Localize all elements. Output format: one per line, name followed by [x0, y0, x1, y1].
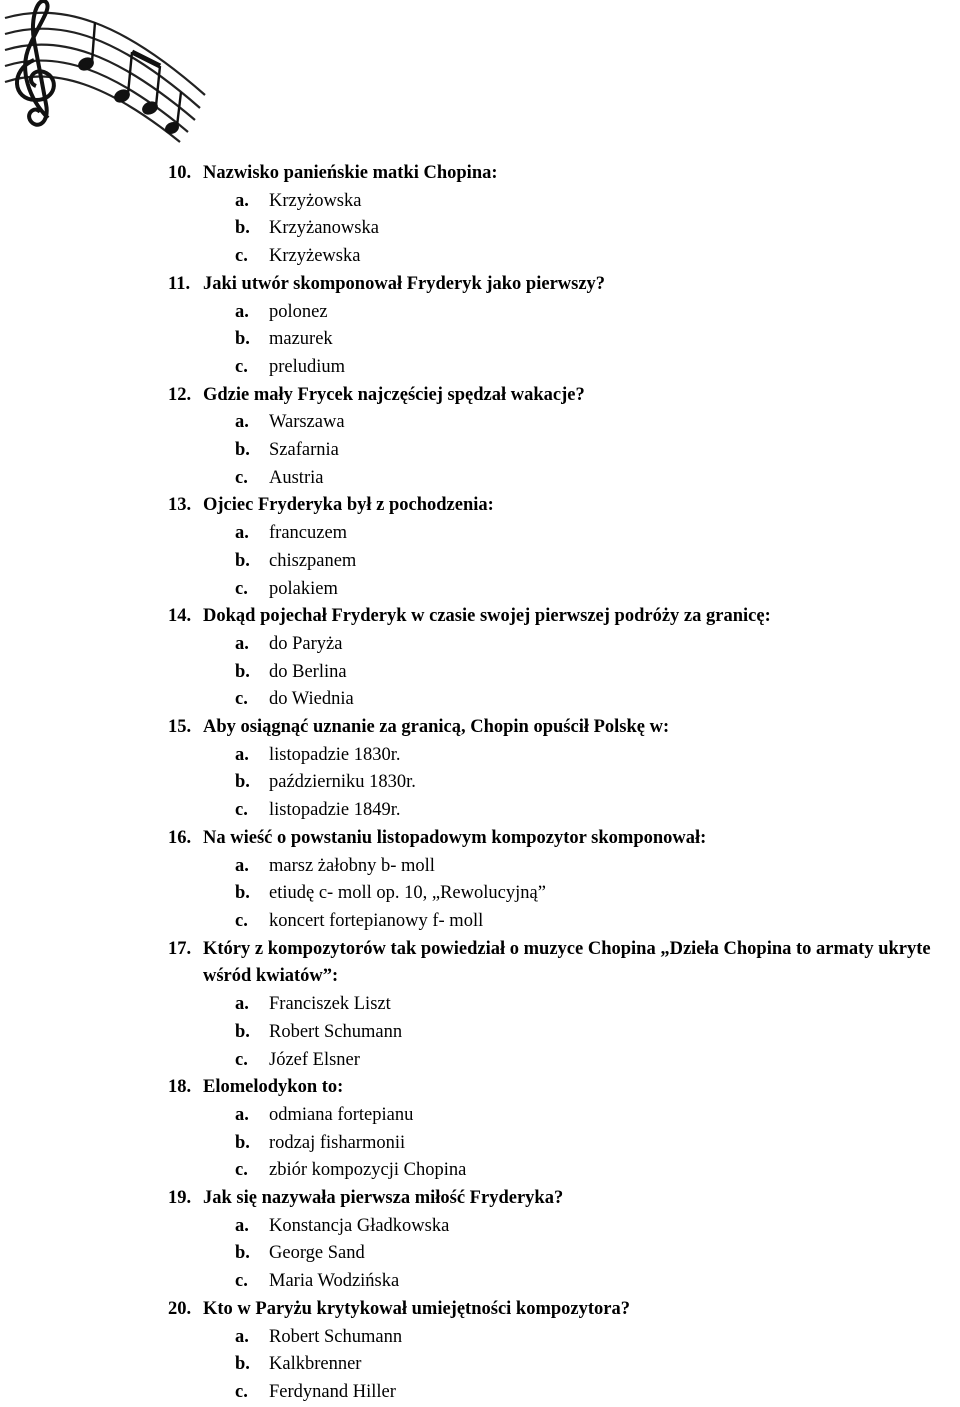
- answer-text: mazurek: [269, 329, 333, 350]
- answer-option: [168, 1157, 960, 1185]
- answer-option: [168, 1019, 960, 1047]
- question: [168, 1296, 960, 1324]
- answer-option: [168, 742, 960, 770]
- answer-text: koncert fortepianowy f- moll: [269, 910, 484, 931]
- question-text: Kto w Paryżu krytykował umiejętności kompozytora?: [203, 1298, 630, 1319]
- answer-letter: b.: [235, 329, 250, 350]
- answer-option: [168, 1047, 960, 1075]
- answer-text: Krzyżowska: [269, 190, 362, 211]
- answer-option: [168, 686, 960, 714]
- answer-option: [168, 243, 960, 271]
- answer-option: [168, 797, 960, 825]
- answer-option: [168, 1102, 960, 1130]
- question-number: 19.: [168, 1188, 192, 1209]
- answer-letter: b.: [235, 218, 250, 239]
- answer-letter: c.: [235, 356, 248, 377]
- answer-text: Warszawa: [269, 412, 345, 433]
- question-text: Jak się nazywała pierwsza miłość Fryderyka?: [203, 1188, 564, 1209]
- answer-letter: a.: [235, 412, 249, 433]
- answer-letter: b.: [235, 440, 250, 461]
- answer-letter: a.: [235, 1215, 249, 1236]
- question-number: 20.: [168, 1298, 192, 1319]
- question-text: Nazwisko panieńskie matki Chopina:: [203, 163, 498, 183]
- answer-option: [168, 1213, 960, 1241]
- question-number: 12.: [168, 384, 192, 405]
- answer-option: [168, 299, 960, 327]
- answer-letter: a.: [235, 190, 249, 211]
- answer-option: [168, 520, 960, 548]
- question-number: 14.: [168, 606, 192, 627]
- answer-text: Ferdynand Hiller: [269, 1381, 396, 1402]
- question-text: Na wieść o powstaniu listopadowym kompozytor skomponował:: [203, 827, 707, 848]
- music-staff-icon: [0, 0, 215, 150]
- answer-option: [168, 659, 960, 687]
- answer-letter: c.: [235, 1160, 248, 1181]
- answer-text: polakiem: [269, 578, 338, 599]
- answer-letter: b.: [235, 661, 250, 682]
- question-number: 10.: [168, 163, 192, 183]
- question-text: Jaki utwór skomponował Fryderyk jako pierwszy?: [203, 273, 606, 294]
- answer-letter: a.: [235, 855, 249, 876]
- answer-option: [168, 548, 960, 576]
- answer-letter: b.: [235, 550, 250, 571]
- answer-letter: b.: [235, 772, 250, 793]
- answer-text: do Wiednia: [269, 689, 354, 710]
- answer-text: listopadzie 1830r.: [269, 744, 401, 765]
- answer-letter: a.: [235, 1104, 249, 1125]
- answer-text: francuzem: [269, 523, 348, 544]
- answer-letter: b.: [235, 883, 250, 904]
- answer-option: [168, 576, 960, 604]
- answer-letter: c.: [235, 1381, 248, 1402]
- answer-text: Franciszek Liszt: [269, 994, 391, 1015]
- answer-text: preludium: [269, 356, 346, 377]
- question: [168, 1185, 960, 1213]
- answer-option: [168, 1268, 960, 1296]
- answer-letter: a.: [235, 994, 249, 1015]
- answer-option: [168, 853, 960, 881]
- answer-letter: a.: [235, 1326, 249, 1347]
- question-text: Elomelodykon to:: [203, 1077, 344, 1098]
- answer-letter: a.: [235, 633, 249, 654]
- answer-text: Konstancja Gładkowska: [269, 1215, 450, 1236]
- question-number: 17.: [168, 938, 192, 959]
- answer-letter: b.: [235, 1021, 250, 1042]
- answer-text: Maria Wodzińska: [269, 1271, 400, 1292]
- question-text: Aby osiągnąć uznanie za granicą, Chopin opuścił Polskę w:: [203, 717, 670, 738]
- answer-option: [168, 1130, 960, 1158]
- answer-letter: c.: [235, 578, 248, 599]
- answer-option: [168, 437, 960, 465]
- question: [168, 1074, 960, 1102]
- answer-text: październiku 1830r.: [269, 772, 416, 793]
- answer-letter: c.: [235, 800, 248, 821]
- answer-text: chiszpanem: [269, 550, 357, 571]
- answer-letter: c.: [235, 467, 248, 488]
- answer-letter: c.: [235, 689, 248, 710]
- answer-letter: a.: [235, 523, 249, 544]
- question-number: 13.: [168, 495, 192, 516]
- answer-letter: b.: [235, 1243, 250, 1264]
- answer-letter: c.: [235, 1271, 248, 1292]
- answer-letter: b.: [235, 1354, 250, 1375]
- question-number: 11.: [168, 273, 191, 294]
- answer-text: Kalkbrenner: [269, 1354, 362, 1375]
- answer-option: [168, 1324, 960, 1352]
- answer-letter: c.: [235, 910, 248, 931]
- question-number: 18.: [168, 1077, 192, 1098]
- answer-text: marsz żałobny b- moll: [269, 855, 435, 876]
- question-text: Gdzie mały Frycek najczęściej spędzał wakacje?: [203, 384, 585, 405]
- answer-text: listopadzie 1849r.: [269, 800, 401, 821]
- answer-option: [168, 1351, 960, 1379]
- answer-option: [168, 769, 960, 797]
- question-number: 16.: [168, 827, 192, 848]
- question: [168, 382, 960, 410]
- answer-letter: a.: [235, 301, 249, 322]
- answer-letter: c.: [235, 1049, 248, 1070]
- answer-option: [168, 465, 960, 493]
- answer-option: [168, 326, 960, 354]
- question: [168, 603, 960, 631]
- answer-text: do Berlina: [269, 661, 347, 682]
- answer-option: [168, 1379, 960, 1407]
- question-text: Który z kompozytorów tak powiedział o muzyce Chopina „Dzieła Chopina to armaty ukryte wśród kwiatów”:: [203, 938, 931, 987]
- answer-option: [168, 188, 960, 216]
- question-text: Dokąd pojechał Fryderyk w czasie swojej pierwszej podróży za granicę:: [203, 606, 771, 627]
- answer-text: etiudę c- moll op. 10, „Rewolucyjną”: [269, 883, 546, 904]
- answer-option: [168, 991, 960, 1019]
- answer-text: George Sand: [269, 1243, 365, 1264]
- answer-text: zbiór kompozycji Chopina: [269, 1160, 467, 1181]
- answer-text: Austria: [269, 467, 324, 488]
- question: [168, 492, 960, 520]
- answer-option: [168, 1240, 960, 1268]
- quiz-question-list: [168, 160, 960, 1407]
- answer-option: [168, 908, 960, 936]
- question: [168, 271, 960, 299]
- answer-letter: b.: [235, 1132, 250, 1153]
- answer-text: Robert Schumann: [269, 1326, 403, 1347]
- answer-option: [168, 409, 960, 437]
- answer-text: do Paryża: [269, 633, 343, 654]
- question: [168, 160, 960, 188]
- question-text: Ojciec Fryderyka był z pochodzenia:: [203, 495, 494, 516]
- answer-text: odmiana fortepianu: [269, 1104, 414, 1125]
- answer-option: [168, 354, 960, 382]
- answer-letter: a.: [235, 744, 249, 765]
- question: [168, 714, 960, 742]
- answer-text: polonez: [269, 301, 328, 322]
- answer-text: Robert Schumann: [269, 1021, 403, 1042]
- answer-text: Józef Elsner: [269, 1049, 360, 1070]
- question: [168, 825, 960, 853]
- answer-text: Krzyżanowska: [269, 218, 379, 239]
- question-number: 15.: [168, 717, 192, 738]
- answer-text: rodzaj fisharmonii: [269, 1132, 406, 1153]
- answer-option: [168, 631, 960, 659]
- question: [168, 936, 960, 991]
- answer-text: Krzyżewska: [269, 246, 361, 267]
- answer-option: [168, 880, 960, 908]
- answer-text: Szafarnia: [269, 440, 339, 461]
- answer-letter: c.: [235, 246, 248, 267]
- answer-option: [168, 215, 960, 243]
